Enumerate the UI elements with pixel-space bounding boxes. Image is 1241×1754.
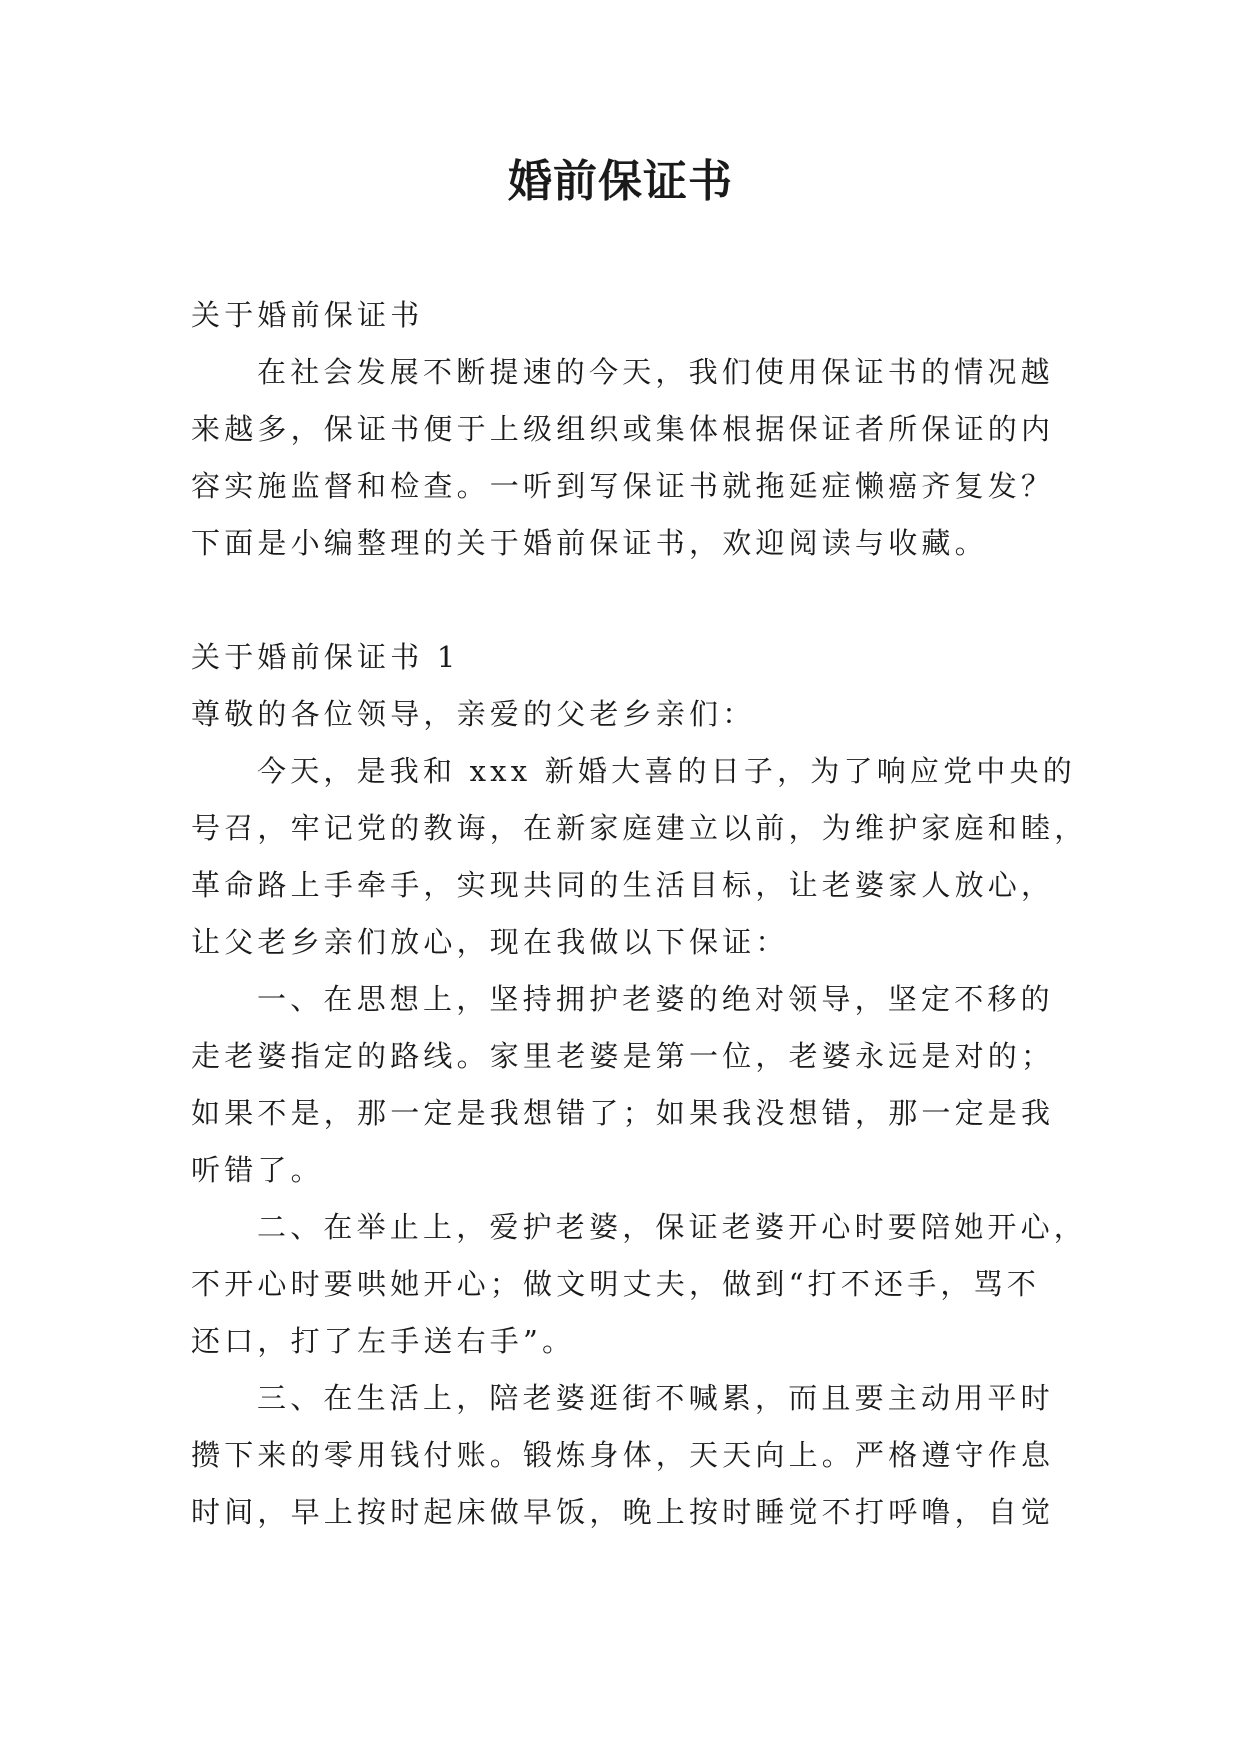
text-line: 走老婆指定的路线。家里老婆是第一位，老婆永远是对的； [191,1039,1055,1073]
text-line: 时间，早上按时起床做早饭，晚上按时睡觉不打呼噜，自觉 [191,1495,1055,1529]
text-line: 关于婚前保证书 [191,298,424,332]
text-line: 攒下来的零用钱付账。锻炼身体，天天向上。严格遵守作息 [191,1438,1055,1472]
document-body [191,287,1088,1541]
text-line: 来越多，保证书便于上级组织或集体根据保证者所保证的内 [191,412,1055,446]
paragraph-first-line: 二、在举止上，爱护老婆，保证老婆开心时要陪她开心， [257,1210,1088,1244]
text-line: 如果不是，那一定是我想错了；如果我没想错，那一定是我 [191,1096,1055,1130]
text-line: 让父老乡亲们放心，现在我做以下保证： [191,925,789,959]
text-line: 不开心时要哄她开心；做文明丈夫，做到“打不还手，骂不 [191,1267,1041,1301]
text-line: 关于婚前保证书 1 [191,640,460,674]
text-line: 革命路上手牵手，实现共同的生活目标，让老婆家人放心， [191,868,1055,902]
paragraph-first-line: 一、在思想上，坚持拥护老婆的绝对领导，坚定不移的 [257,982,1054,1016]
text-line: 还口，打了左手送右手”。 [191,1324,576,1358]
text-line: 下面是小编整理的关于婚前保证书，欢迎阅读与收藏。 [191,526,988,560]
paragraph-first-line: 今天，是我和 xxx 新婚大喜的日子，为了响应党中央的 [257,754,1076,788]
text-line: 容实施监督和检查。一听到写保证书就拖延症懒癌齐复发？ [191,469,1055,503]
paragraph-first-line: 三、在生活上，陪老婆逛街不喊累，而且要主动用平时 [257,1381,1054,1415]
document-title: 婚前保证书 [508,156,733,207]
paragraph-gap [191,572,1061,629]
text-line: 号召，牢记党的教诲，在新家庭建立以前，为维护家庭和睦， [191,811,1088,845]
paragraph-first-line: 在社会发展不断提速的今天，我们使用保证书的情况越 [257,355,1054,389]
text-line: 听错了。 [191,1153,324,1187]
text-line: 尊敬的各位领导，亲爱的父老乡亲们： [191,697,756,731]
